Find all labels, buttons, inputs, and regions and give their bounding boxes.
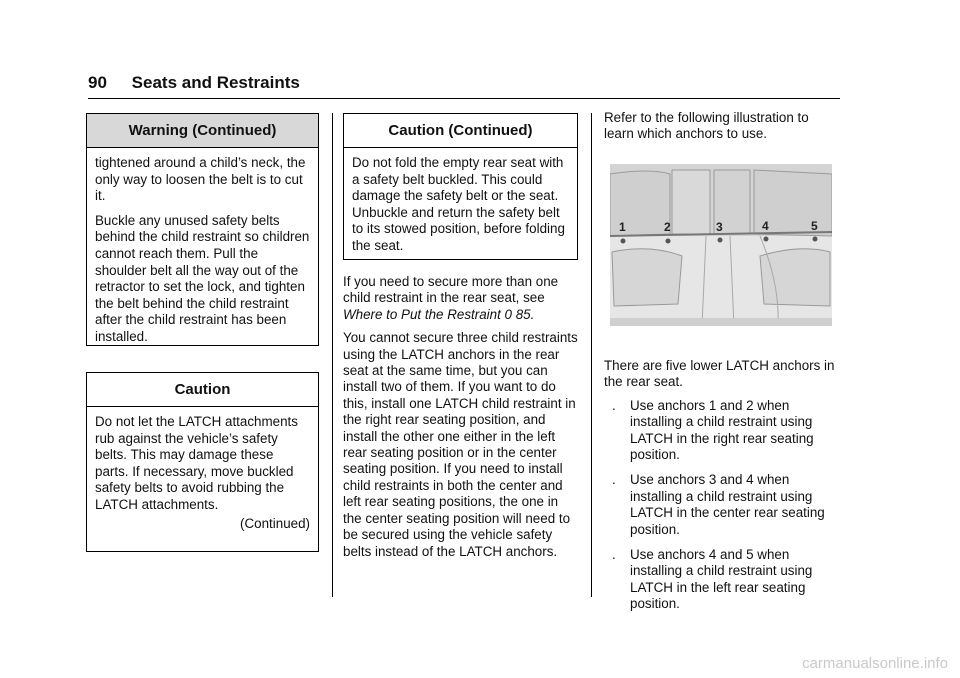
warning-paragraph: Buckle any unused safety belts behind the child restraint so children cannot reach them. Pull the shoulder belt all the way out of the retractor to set the lock, and tighten the belt behind the child restraint after the child restraint has been installed.: [95, 212, 310, 344]
caution-title: Caution: [87, 373, 318, 407]
middle-text: [343, 274, 579, 567]
anchor-label: 5: [811, 219, 818, 233]
list-item: . Use anchors 4 and 5 when installing a child restraint using LATCH in the left rear seating position.: [612, 547, 813, 612]
anchor-label: 2: [664, 220, 671, 234]
column-divider: [591, 113, 592, 597]
list-item: . Use anchors 3 and 4 when installing a child restraint using LATCH in the center rear seating position.: [612, 472, 825, 537]
see-reference-paragraph: If you need to secure more than one child restraint in the rear seat, see Where to Put the Restraint 0 85.: [343, 274, 559, 322]
anchor-label: 4: [762, 219, 769, 233]
caution-box: [86, 372, 319, 552]
anchor-label: 3: [716, 220, 723, 234]
watermark: carmanualsonline.info: [802, 655, 948, 672]
continued-label: (Continued): [240, 515, 310, 531]
warning-paragraph: tightened around a child’s neck, the only way to loosen the belt is to cut it.: [95, 155, 306, 204]
anchor-label: 1: [619, 220, 626, 234]
list-item: . Use anchors 1 and 2 when installing a child restraint using LATCH in the right rear seating position.: [612, 397, 814, 463]
caution-continued-box: [343, 113, 578, 260]
warning-box: [86, 113, 319, 346]
page-number: 90: [88, 73, 107, 92]
anchor-list-section: [604, 358, 836, 622]
where-to-put-restraint-link[interactable]: Where to Put the Restraint: [343, 306, 501, 322]
column-divider: [332, 113, 333, 597]
caution-continued-title: Caution (Continued): [344, 114, 577, 148]
page-reference: 0 85.: [504, 306, 535, 322]
anchors-intro: There are five lower LATCH anchors in the rear seat.: [604, 358, 835, 390]
latch-paragraph: You cannot secure three child restraints using the LATCH anchors in the rear seat at the same time, but you can install two of them. If you want to do this, install one LATCH child restraint in the right rear seating position, and install the other one either in the left rear seating position or in the center seating position. If you need to install child restraints in both the center and left rear seating positions, the one in the center seating position will need to be secured using the vehicle safety belts instead of the LATCH anchors.: [343, 330, 578, 559]
page-header: [88, 73, 300, 93]
caution-body: Do not let the LATCH attachments rub against the vehicle’s safety belts. This may damage these parts. If necessary, move buckled safety belts to avoid rubbing the LATCH attachments.: [95, 414, 298, 512]
section-title: Seats and Restraints: [131, 73, 300, 92]
warning-title: Warning (Continued): [87, 114, 318, 148]
illustration-intro: Refer to the following illustration to learn which anchors to use.: [604, 110, 809, 142]
header-rule: [88, 98, 840, 99]
latch-anchor-illustration: [610, 164, 832, 326]
caution-continued-body: Do not fold the empty rear seat with a safety belt buckled. This could damage the safety belt or the seat. Unbuckle and return the safety belt to its stowed position, before folding the seat.: [352, 155, 565, 253]
